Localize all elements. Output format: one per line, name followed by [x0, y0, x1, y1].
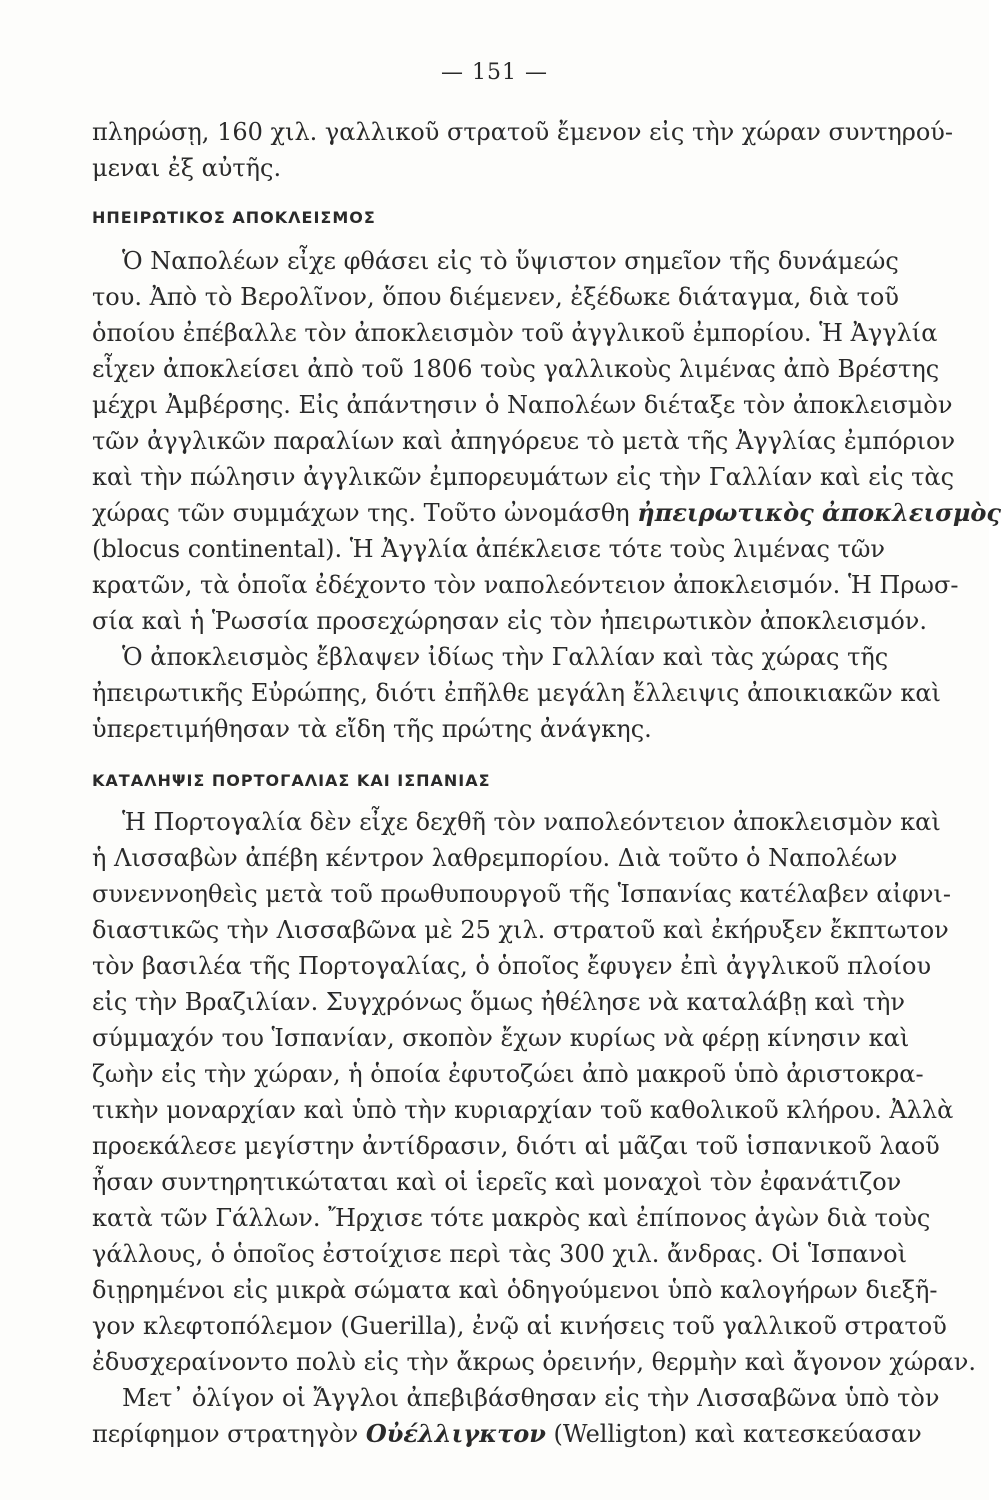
paragraph-line: καὶ τὴν πώλησιν ἀγγλικῶν ἐμπορευμάτων εἰς τὴν Γαλλίαν καὶ εἰς τὰς: [92, 463, 955, 491]
paragraph-line: ἦσαν συντηρητικώταται καὶ οἱ ἱερεῖς καὶ μοναχοὶ τὸν ἐφανάτιζον: [92, 1168, 902, 1196]
paragraph-line: (blocus continental). Ἡ Ἀγγλία ἀπέκλεισε τότε τοὺς λιμένας τῶν: [92, 535, 885, 563]
paragraph-line: ἠπειρωτικῆς Εὐρώπης, διότι ἐπῆλθε μεγάλη ἔλλειψις ἀποικιακῶν καὶ: [92, 679, 941, 707]
paragraph-line: μέχρι Ἀμβέρσης. Εἰς ἀπάντησιν ὁ Ναπολέων διέταξε τὸν ἀποκλεισμὸν: [92, 391, 953, 419]
paragraph-line: γάλλους, ὁ ὁποῖος ἐστοίχισε περὶ τὰς 300 χιλ. ἄνδρας. Οἱ Ἱσπανοὶ: [92, 1240, 908, 1268]
paragraph-text: περίφημον στρατηγὸν: [92, 1420, 366, 1448]
paragraph-line: ἡ Λισσαβὼν ἀπέβη κέντρον λαθρεμπορίου. Διὰ τοῦτο ὁ Ναπολέων: [92, 844, 898, 872]
paragraph-line: [92, 1418, 922, 1450]
paragraph-line: κρατῶν, τὰ ὁποῖα ἐδέχοντο τὸν ναπολεόντειον ἀποκλεισμόν. Ἡ Πρωσ-: [92, 571, 959, 599]
paragraph-line: κατὰ τῶν Γάλλων. Ἤρχισε τότε μακρὸς καὶ ἐπίπονος ἀγὼν διὰ τοὺς: [92, 1204, 931, 1232]
paragraph-line: γον κλεφτοπόλεμον (Guerilla), ἐνῷ αἱ κινήσεις τοῦ γαλλικοῦ στρατοῦ: [92, 1312, 947, 1340]
paragraph-line: σία καὶ ἡ Ῥωσσία προσεχώρησαν εἰς τὸν ἠπειρωτικὸν ἀποκλεισμόν.: [92, 607, 928, 635]
paragraph-line: ὁποίου ἐπέβαλλε τὸν ἀποκλεισμὸν τοῦ ἀγγλικοῦ ἐμπορίου. Ἡ Ἀγγλία: [92, 319, 938, 347]
paragraph-line: εἶχεν ἀποκλείσει ἀπὸ τοῦ 1806 τοὺς γαλλικοὺς λιμένας ἀπὸ Βρέστης: [92, 355, 940, 383]
paragraph-line: προεκάλεσε μεγίστην ἀντίδρασιν, διότι αἱ μᾶζαι τοῦ ἱσπανικοῦ λαοῦ: [92, 1132, 940, 1160]
emphasized-name: Οὐέλλιγκτον: [365, 1419, 546, 1448]
paragraph-line: συνεννοηθεὶς μετὰ τοῦ πρωθυπουργοῦ τῆς Ἱσπανίας κατέλαβεν αἰφνι-: [92, 880, 951, 908]
paragraph-line: Ὁ Ναπολέων εἶχε φθάσει εἰς τὸ ὕψιστον σημεῖον τῆς δυνάμεώς: [122, 247, 899, 275]
paragraph-line: τῶν ἀγγλικῶν παραλίων καὶ ἀπηγόρευε τὸ μετὰ τῆς Ἀγγλίας ἐμπόριον: [92, 427, 956, 455]
paragraph-line: τικὴν μοναρχίαν καὶ ὑπὸ τὴν κυριαρχίαν τοῦ καθολικοῦ κλήρου. Ἀλλὰ: [92, 1096, 954, 1124]
paragraph-text: (Welligton) καὶ κατεσκεύασαν: [545, 1420, 922, 1448]
paragraph-line: σύμμαχόν του Ἱσπανίαν, σκοπὸν ἔχων κυρίως νὰ φέρῃ κίνησιν καὶ: [92, 1024, 910, 1052]
paragraph-line: ζωὴν εἰς τὴν χώραν, ἡ ὁποία ἐφυτοζώει ἀπὸ μακροῦ ὑπὸ ἀριστοκρα-: [92, 1060, 924, 1088]
paragraph-line: [92, 497, 1001, 529]
section-heading-portugal-spain: ΚΑΤΑΛΗΨΙΣ ΠΟΡΤΟΓΑΛΙΑΣ ΚΑΙ ΙΣΠΑΝΙΑΣ: [92, 771, 491, 790]
emphasized-term: ἠπειρωτικὸς ἀποκλεισμὸς: [637, 498, 1001, 527]
paragraph-text: χώρας τῶν συμμάχων της. Τοῦτο ὠνομάσθη: [92, 499, 638, 527]
paragraph-line: Ὁ ἀποκλεισμὸς ἔβλαψεν ἰδίως τὴν Γαλλίαν καὶ τὰς χώρας τῆς: [122, 643, 889, 671]
section-heading-continental-blockade: ΗΠΕΙΡΩΤΙΚΟΣ ΑΠΟΚΛΕΙΣΜΟΣ: [92, 208, 376, 227]
paragraph-line: Ἡ Πορτογαλία δὲν εἶχε δεχθῆ τὸν ναπολεόντειον ἀποκλεισμὸν καὶ: [122, 808, 941, 836]
intro-line-1: πληρώσῃ, 160 χιλ. γαλλικοῦ στρατοῦ ἔμενον εἰς τὴν χώραν συντηρού-: [92, 118, 953, 146]
paragraph-line: διαστικῶς τὴν Λισσαβῶνα μὲ 25 χιλ. στρατοῦ καὶ ἐκήρυξεν ἔκπτωτον: [92, 916, 949, 944]
intro-line-2: μεναι ἐξ αὐτῆς.: [92, 154, 282, 182]
paragraph-line: Μετ᾽ ὀλίγον οἱ Ἄγγλοι ἀπεβιβάσθησαν εἰς τὴν Λισσαβῶνα ὑπὸ τὸν: [122, 1384, 940, 1412]
paragraph-line: διῃρημένοι εἰς μικρὰ σώματα καὶ ὁδηγούμενοι ὑπὸ καλογήρων διεξῆ-: [92, 1276, 938, 1304]
paragraph-line: εἰς τὴν Βραζιλίαν. Συγχρόνως ὅμως ἠθέλησε νὰ καταλάβῃ καὶ τὴν: [92, 988, 905, 1016]
paragraph-line: ἐδυσχεραίνοντο πολὺ εἰς τὴν ἄκρως ὀρεινήν, θερμὴν καὶ ἄγονον χώραν.: [92, 1348, 976, 1376]
paragraph-line: ὑπερετιμήθησαν τὰ εἴδη τῆς πρώτης ἀνάγκης.: [92, 715, 652, 743]
paragraph-line: τὸν βασιλέα τῆς Πορτογαλίας, ὁ ὁποῖος ἔφυγεν ἐπὶ ἀγγλικοῦ πλοίου: [92, 952, 932, 980]
paragraph-line: του. Ἀπὸ τὸ Βερολῖνον, ὅπου διέμενεν, ἐξέδωκε διάταγμα, διὰ τοῦ: [92, 283, 899, 311]
page-number: — 151 —: [441, 60, 548, 85]
